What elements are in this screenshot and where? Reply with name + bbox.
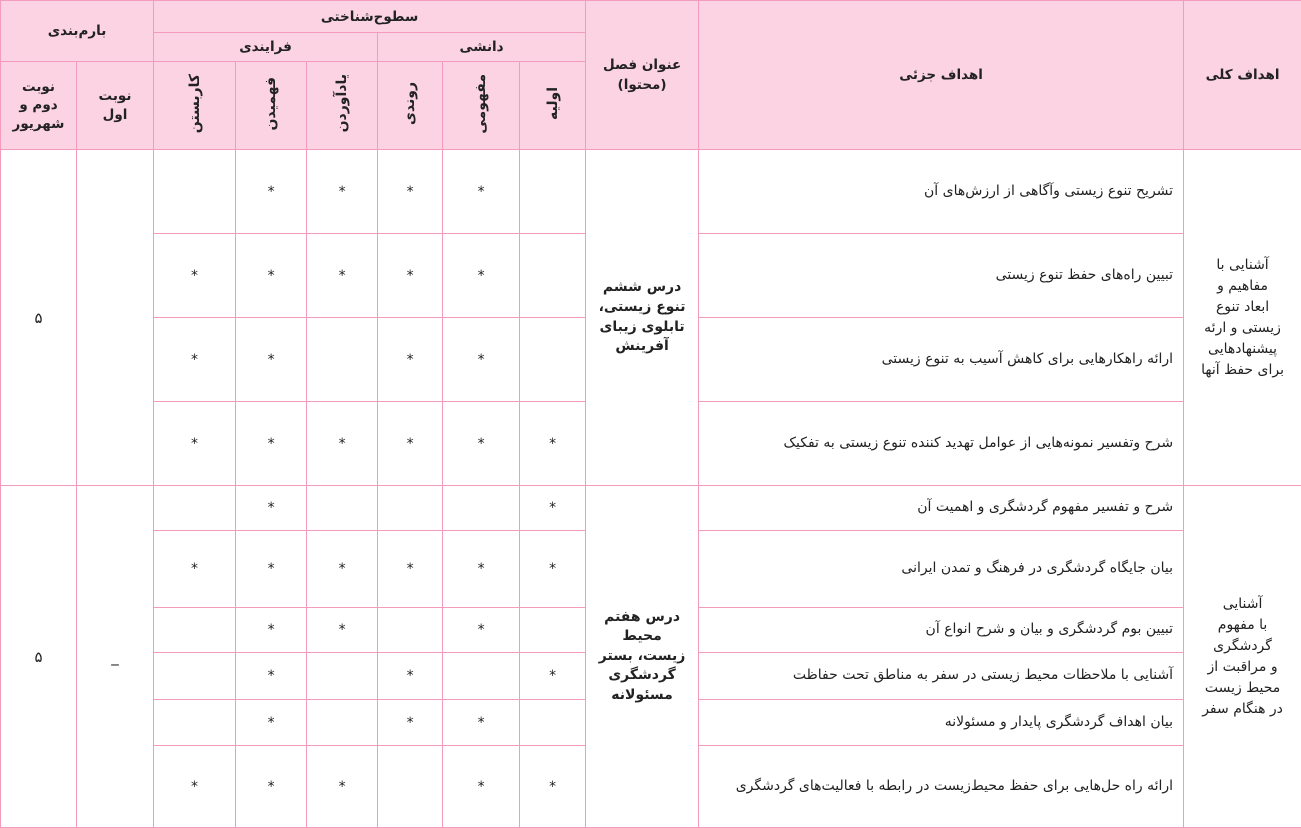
level-mark-cell <box>307 486 378 531</box>
level-mark-cell <box>154 700 236 746</box>
level-mark-cell: * <box>154 318 236 402</box>
level-mark-cell: * <box>307 531 378 608</box>
header-scoring: بارم‌بندی <box>1 1 154 62</box>
level-mark-cell: * <box>236 608 307 653</box>
level-mark-cell: * <box>236 486 307 531</box>
detailed-goal-cell: آشنایی با ملاحظات محیط زیستی در سفر به مناطق تحت حفاظت <box>699 653 1184 700</box>
level-mark-cell: * <box>443 318 520 402</box>
level-mark-cell: * <box>378 700 443 746</box>
detailed-goal-cell: تشریح تنوع زیستی وآگاهی از ارزش‌های آن <box>699 150 1184 234</box>
general-goal-cell: آشنایی با مفهوم گردشگری و مراقبت از محیط زیست در هنگام سفر <box>1184 486 1301 828</box>
level-mark-cell: * <box>378 531 443 608</box>
detailed-goal-cell: بیان اهداف گردشگری پایدار و مسئولانه <box>699 700 1184 746</box>
level-mark-cell <box>307 653 378 700</box>
header-level-remembering: یادآوردن <box>307 62 378 150</box>
level-mark-cell: * <box>378 234 443 318</box>
detailed-goal-cell: ارائه راه حل‌هایی برای حفظ محیط‌زیست در رابطه با فعالیت‌های گردشگری <box>699 746 1184 828</box>
level-mark-cell: * <box>443 531 520 608</box>
header-process: فرایندی <box>154 33 378 62</box>
level-mark-cell: * <box>520 402 586 486</box>
level-mark-cell: * <box>154 746 236 828</box>
table-row <box>1 486 1301 531</box>
general-goal-cell: آشنایی با مفاهیم و ابعاد تنوع زیستی و ارئه پیشنهادهایی برای حفظ آنها <box>1184 150 1301 486</box>
header-level-applying: کاربستن <box>154 62 236 150</box>
level-mark-cell: * <box>236 318 307 402</box>
detailed-goal-cell: بیان جایگاه گردشگری در فرهنگ و تمدن ایرانی <box>699 531 1184 608</box>
header-second-term: نوبت دوم و شهریور <box>1 62 77 150</box>
header-general-goals: اهداف کلی <box>1184 1 1301 150</box>
level-mark-cell <box>520 318 586 402</box>
level-mark-cell: * <box>378 402 443 486</box>
level-mark-cell: * <box>520 746 586 828</box>
level-mark-cell: * <box>236 746 307 828</box>
level-mark-cell <box>520 234 586 318</box>
level-mark-cell: * <box>378 150 443 234</box>
second-term-score: ۵ <box>1 150 77 486</box>
level-mark-cell <box>154 150 236 234</box>
detailed-goal-cell: شرح وتفسیر نمونه‌هایی از عوامل تهدید کننده تنوع زیستی به تفکیک <box>699 402 1184 486</box>
level-mark-cell: * <box>443 150 520 234</box>
chapter-title-cell: درس هفتم محیط زیست، بستر گردشگری مسئولانه <box>586 486 699 828</box>
table-body <box>1 150 1301 828</box>
header-cognitive-levels: سطوح‌شناختی <box>154 1 586 33</box>
header-level-conceptual: مفهومی <box>443 62 520 150</box>
header-level-understanding: فهمیدن <box>236 62 307 150</box>
table-row <box>1 150 1301 234</box>
level-mark-cell: * <box>443 746 520 828</box>
level-mark-cell: * <box>236 700 307 746</box>
header-detailed-goals: اهداف جزئی <box>699 1 1184 150</box>
header-first-term: نوبت اول <box>77 62 154 150</box>
level-mark-cell <box>378 746 443 828</box>
level-mark-cell <box>378 608 443 653</box>
level-mark-cell: * <box>443 402 520 486</box>
header-level-procedural: روندی <box>378 62 443 150</box>
level-mark-cell: * <box>520 653 586 700</box>
level-mark-cell <box>520 608 586 653</box>
level-mark-cell: * <box>520 531 586 608</box>
header-level-initial: اولیه <box>520 62 586 150</box>
level-mark-cell <box>520 150 586 234</box>
level-mark-cell <box>378 486 443 531</box>
level-mark-cell: * <box>307 746 378 828</box>
level-mark-cell: * <box>378 653 443 700</box>
level-mark-cell <box>154 486 236 531</box>
level-mark-cell: * <box>236 653 307 700</box>
detailed-goal-cell: شرح و تفسیر مفهوم گردشگری و اهمیت آن <box>699 486 1184 531</box>
level-mark-cell <box>307 700 378 746</box>
detailed-goal-cell: تبیین راه‌های حفظ تنوع زیستی <box>699 234 1184 318</box>
level-mark-cell: * <box>307 150 378 234</box>
level-mark-cell: * <box>154 234 236 318</box>
level-mark-cell: * <box>154 531 236 608</box>
level-mark-cell: * <box>236 150 307 234</box>
level-mark-cell <box>443 486 520 531</box>
level-mark-cell: * <box>307 608 378 653</box>
level-mark-cell: * <box>307 234 378 318</box>
level-mark-cell: * <box>236 402 307 486</box>
first-term-score <box>77 150 154 486</box>
level-mark-cell: * <box>443 234 520 318</box>
level-mark-cell <box>154 608 236 653</box>
level-mark-cell: * <box>443 700 520 746</box>
level-mark-cell: * <box>236 234 307 318</box>
level-mark-cell <box>520 700 586 746</box>
level-mark-cell: * <box>378 318 443 402</box>
level-mark-cell: * <box>236 531 307 608</box>
header-knowledge: دانشی <box>378 33 586 62</box>
detailed-goal-cell: تبیین بوم گردشگری و بیان و شرح انواع آن <box>699 608 1184 653</box>
chapter-title-cell: درس ششم تنوع زیستی، تابلوی زیبای آفرینش <box>586 150 699 486</box>
header-chapter-title: عنوان فصل (محتوا) <box>586 1 699 150</box>
level-mark-cell: * <box>520 486 586 531</box>
level-mark-cell <box>154 653 236 700</box>
second-term-score: ۵ <box>1 486 77 828</box>
level-mark-cell: * <box>307 402 378 486</box>
level-mark-cell: * <box>154 402 236 486</box>
first-term-score: _ <box>77 486 154 828</box>
table-header <box>1 1 1301 150</box>
level-mark-cell <box>443 653 520 700</box>
level-mark-cell: * <box>443 608 520 653</box>
level-mark-cell <box>307 318 378 402</box>
detailed-goal-cell: ارائه راهکارهایی برای کاهش آسیب به تنوع زیستی <box>699 318 1184 402</box>
